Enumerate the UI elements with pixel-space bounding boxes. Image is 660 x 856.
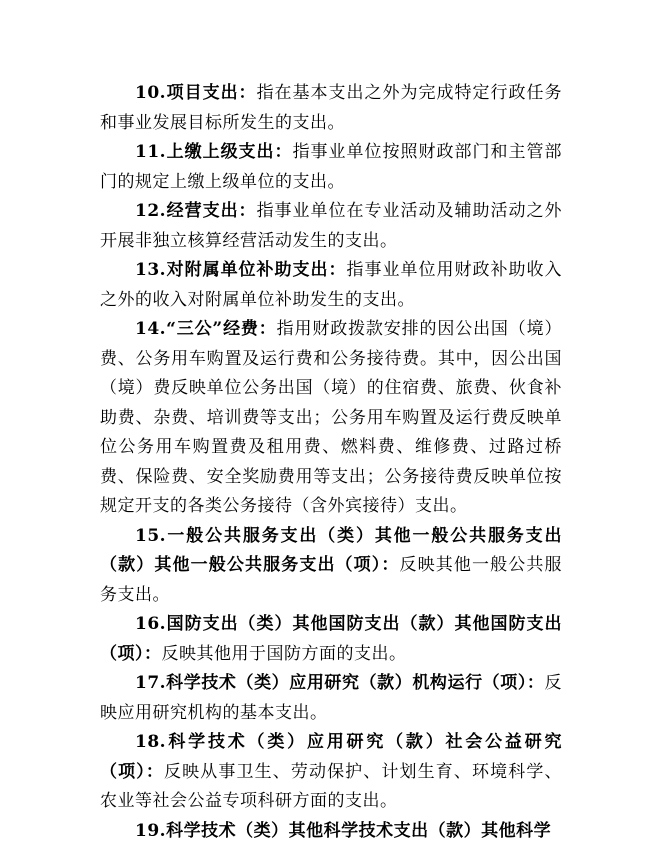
item-term: 科学技术（类）应用研究（款）社会公益研究（项）：	[100, 732, 562, 782]
item-text: 指事业单位按照财政部门和主管部门的规定上缴上级单位的支出。	[100, 142, 563, 192]
item-15	[100, 522, 562, 611]
item-text: 反映从事卫生、劳动保护、计划生育、环境科学、农业等社会公益专项科研方面的支出。	[100, 761, 563, 811]
item-number: 18.	[135, 732, 167, 752]
item-number: 10.	[135, 83, 167, 103]
item-text: 指事业单位用财政补助收入之外的收入对附属单位补助发生的支出。	[100, 260, 563, 310]
item-term: 科学技术（类）应用研究（款）机构运行（项）：	[166, 673, 545, 693]
item-text: 反映应用研究机构的基本支出。	[100, 673, 562, 723]
item-text: 指事业单位在专业活动及辅助活动之外开展非独立核算经营活动发生的支出。	[100, 201, 563, 251]
item-term: 对附属单位补助支出：	[166, 260, 347, 280]
item-term: 上缴上级支出：	[166, 142, 293, 162]
item-text: 指在基本支出之外为完成特定行政任务和事业发展目标所发生的支出。	[100, 83, 563, 133]
item-12	[100, 197, 562, 256]
item-number: 17.	[135, 673, 167, 693]
item-11	[100, 138, 562, 197]
item-17	[100, 669, 562, 728]
item-number: 11.	[135, 142, 167, 162]
item-term: “三公”经费：	[166, 319, 277, 339]
item-18	[100, 728, 562, 817]
item-number: 15.	[135, 525, 167, 546]
item-19	[100, 817, 562, 847]
document-page	[100, 79, 562, 839]
item-text: 反映其他用于国防方面的支出。	[161, 643, 407, 664]
item-number: 19.	[135, 820, 167, 841]
item-number: 12.	[135, 201, 167, 221]
item-term: 项目支出：	[166, 83, 257, 103]
item-number: 16.	[135, 614, 167, 634]
item-term: 经营支出：	[166, 201, 257, 221]
item-16	[100, 610, 562, 669]
item-14	[100, 315, 562, 522]
item-number: 14.	[135, 319, 167, 339]
item-number: 13.	[135, 260, 167, 280]
item-term: 国防支出（类）其他国防支出（款）其他国防支出（项）：	[100, 614, 562, 664]
item-term: 一般公共服务支出（类）其他一般公共服务支出（款）其他一般公共服务支出（项）：	[100, 525, 562, 575]
item-13	[100, 256, 562, 315]
item-text: 指用财政拨款安排的因公出国（境）费、公务用车购置及运行费和公务接待费。其中，因公出国（境）费反映单位公务出国（境）的住宿费、旅费、伙食补助费、杂费、培训费等支出；公务用车购置及运行费反映单位公务用车购置费及租用费、燃料费、维修费、过路过桥费、保险费、安全奖励费用等支出；公务接待费反映单位按规定开支的各类公务接待（含外宾接待）支出。	[100, 319, 562, 516]
item-term: 科学技术（类）其他科学技术支出（款）其他科学	[166, 820, 552, 841]
item-10	[100, 79, 562, 138]
item-text: 反映其他一般公共服务支出。	[100, 555, 563, 605]
